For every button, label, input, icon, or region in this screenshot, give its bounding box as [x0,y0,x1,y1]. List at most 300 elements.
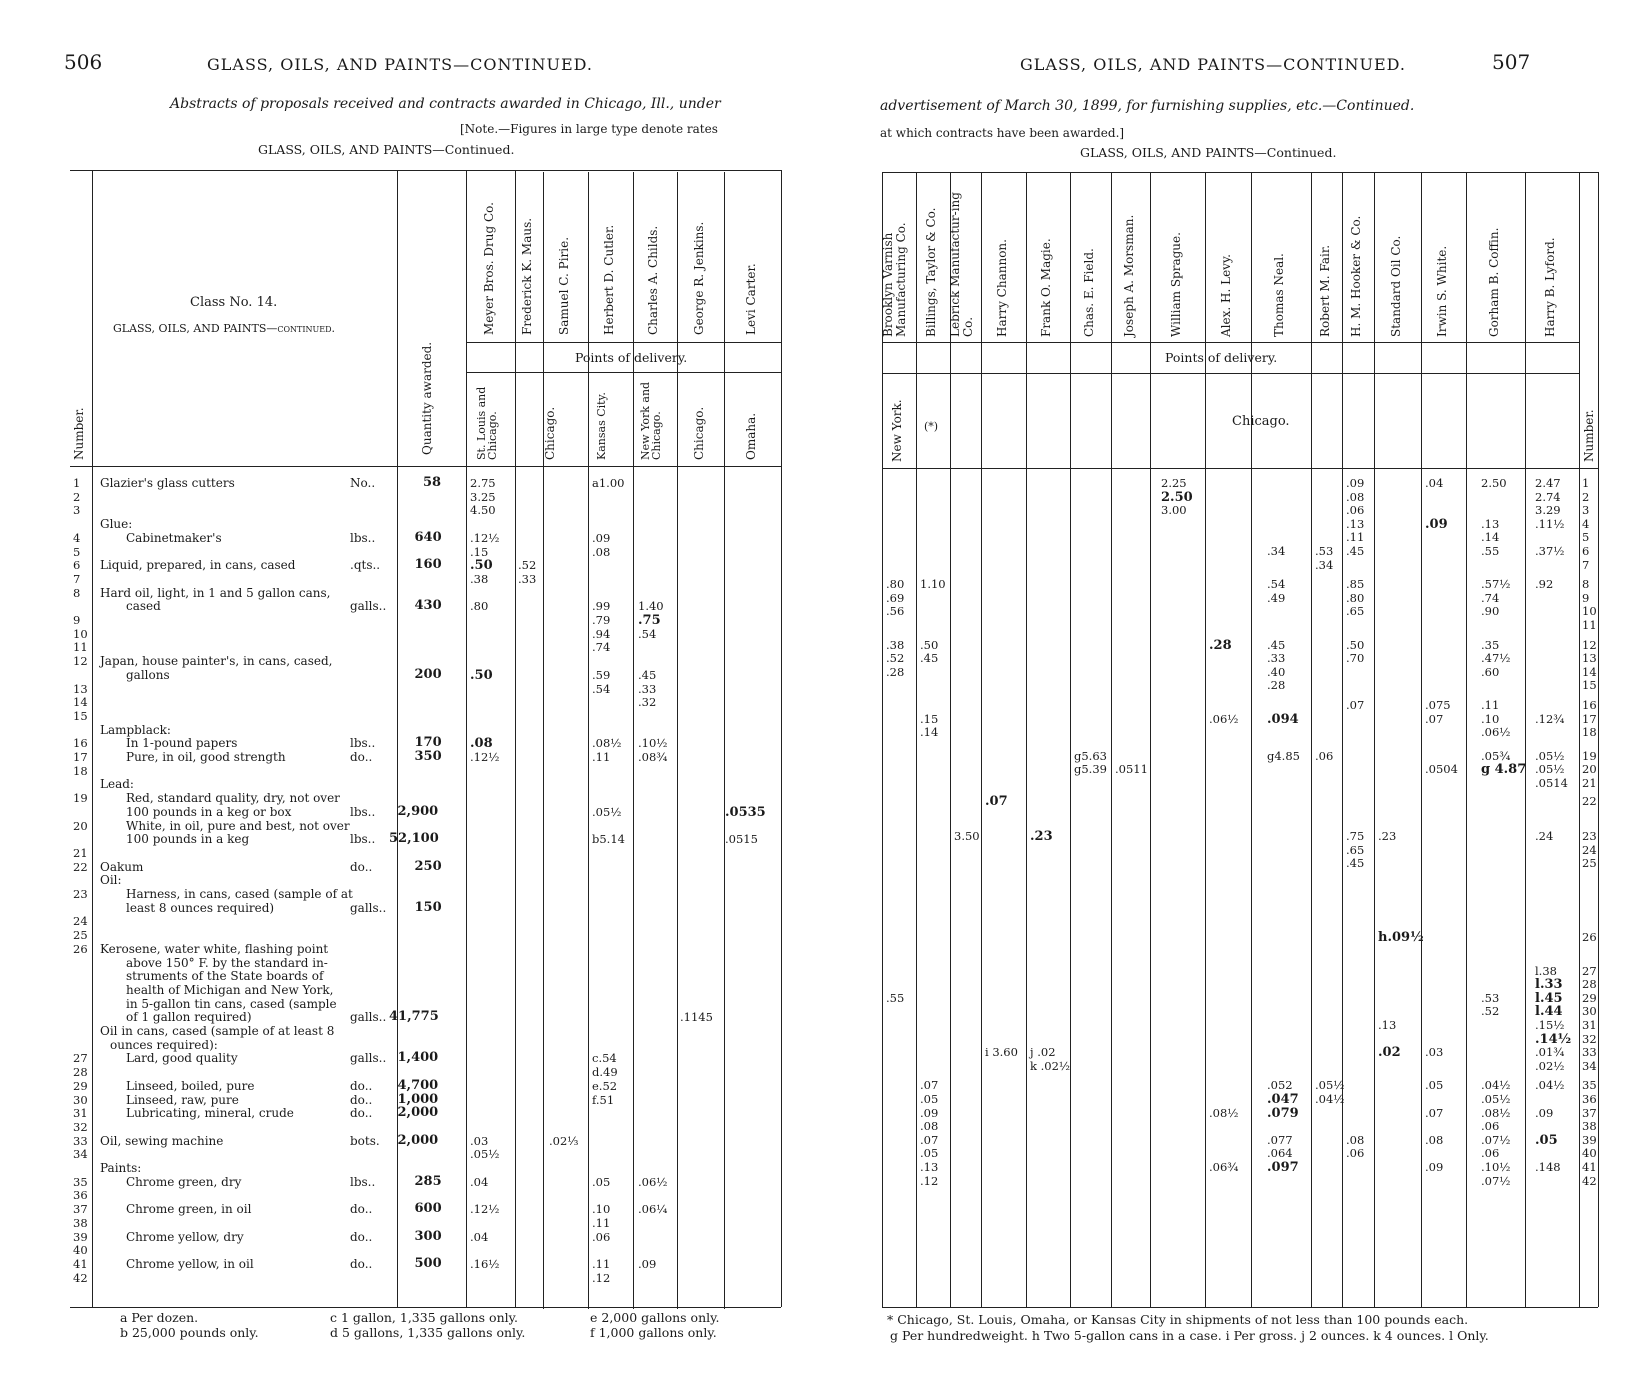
bid-value: .33 [638,681,657,696]
bid-value: .33 [518,571,537,586]
footnote-f: f 1,000 gallons only. [590,1325,717,1340]
item-description: Glazier's glass cutters [100,476,235,490]
row-number: 14 [1582,664,1597,679]
column-rule [92,170,93,1307]
bid-value: .04 [470,1174,489,1189]
row-number: 40 [73,1243,88,1258]
bid-value: 2.75 [470,476,496,490]
row-number: 3 [73,503,81,518]
bid-value: .0535 [725,804,766,820]
item-description: Paints: [100,1161,142,1175]
row-number: 6 [1582,544,1590,558]
bid-value: .80 [470,599,489,614]
footnote-c: c 1 gallon, 1,335 gallons only. [330,1310,518,1325]
bid-value: h.09½ [1378,930,1424,945]
item-description: Linseed, raw, pure [126,1092,239,1107]
item-description: Hard oil, light, in 1 and 5 gallon cans, [100,585,331,600]
item-description: Linseed, boiled, pure [126,1078,255,1093]
row-number: 35 [1582,1078,1597,1093]
bid-value: .40 [1267,664,1286,679]
bid-value: .55 [1481,544,1500,558]
bid-value: .08 [1425,1132,1444,1147]
bidder-name: Irwin S. White. [1434,245,1449,337]
bidder-name: Samuel C. Pirie. [556,236,571,335]
bid-value: .10½ [638,736,668,751]
column-rule [633,172,634,1309]
bid-value: .08 [1346,1132,1365,1147]
row-number: 32 [73,1119,88,1134]
row-number: 41 [73,1256,88,1271]
bid-value: .07½ [1481,1173,1511,1188]
row-number: 42 [73,1270,88,1285]
row-number: 1 [73,476,81,490]
header-bottom-rule [882,468,1598,469]
bid-value: .08½ [592,736,622,751]
row-number: 31 [73,1106,88,1121]
unit-label: do.. [350,1078,373,1093]
item-description: White, in oil, pure and best, not over [126,818,350,833]
row-number: 1 [1582,476,1590,490]
column-rule [1070,172,1071,1307]
bid-value: 2.50 [1481,476,1507,490]
quantity-awarded: 1,400 [397,1050,439,1066]
number-header: Number. [1582,409,1596,462]
row-number: 29 [73,1078,88,1093]
header-bottom-rule [70,466,781,467]
quantity-awarded: 200 [414,666,442,682]
table-top-rule [70,170,781,171]
bidder-name: Lebrick Manufactur-ing Co. [947,192,975,337]
bid-value: .05½ [592,804,622,819]
row-number: 15 [1582,678,1597,693]
unit-label: do.. [350,1229,373,1244]
footnote-ghijkl: g Per hundredweight. h Two 5-gallon cans in a case. i Per gross. j 2 ounces. k 4 ounces. l Only. [890,1328,1489,1343]
row-number: 5 [73,544,81,559]
bid-value: .54 [1267,577,1286,592]
bid-value: 4.50 [470,503,496,518]
bid-value: .13 [920,1160,939,1174]
bid-value: 2.25 [1161,476,1187,490]
bid-value: b5.14 [592,832,625,847]
column-rule [1311,172,1312,1307]
points-header: Points of delivery. [1165,350,1278,365]
item-description: above 150° F. by the standard in- [126,955,328,970]
bid-value: .12¾ [1535,711,1565,726]
quantity-awarded: 500 [414,1255,442,1271]
row-number: 7 [73,571,81,586]
bid-value: .0504 [1425,762,1458,777]
column-rule [981,172,982,1307]
row-number: 23 [73,887,88,901]
footnote-star: * Chicago, St. Louis, Omaha, or Kansas City in shipments of not less than 100 pounds each. [887,1312,1469,1327]
points-rule [466,372,781,373]
bid-value: .04½ [1315,1092,1345,1106]
row-number: 34 [73,1147,88,1162]
unit-label: do.. [350,1092,373,1107]
bidder-name: Standard Oil Co. [1388,235,1403,337]
bid-value: .09 [638,1256,657,1271]
bidder-name: Meyer Bros. Drug Co. [481,202,496,335]
bid-value: .15 [920,711,939,726]
row-number: 33 [1582,1045,1597,1060]
unit-label: do.. [350,750,373,764]
item-description: Lampblack: [100,722,171,737]
bid-value: .075 [1425,698,1451,712]
bid-value: .85 [1346,577,1365,592]
bid-value: .0514 [1535,776,1568,790]
bidder-name: Robert M. Fair. [1317,244,1332,337]
bid-value: 3.00 [1161,503,1187,518]
item-description: Lard, good quality [126,1051,238,1066]
row-number: 15 [73,708,88,723]
column-rule [950,172,951,1307]
bid-value: .09 [1425,1160,1444,1174]
bid-value: .05¾ [1481,748,1511,763]
points-rule [882,373,1579,374]
bid-value: 3.29 [1535,503,1561,518]
item-description: cased [126,599,161,614]
quantity-awarded: 250 [414,858,442,874]
bid-value: g 4.87 [1481,762,1527,778]
row-number: 7 [1582,557,1590,572]
bid-value: .12½ [470,750,500,764]
row-number: 17 [1582,711,1597,726]
bid-value: .45 [638,667,657,682]
row-number: 20 [73,818,88,833]
row-number: 33 [73,1133,88,1148]
bidder-name: Herbert D. Cutler. [601,224,616,335]
unit-label: lbs.. [350,1174,376,1189]
bidder-name: Alex. H. Levy. [1219,254,1233,337]
row-number: 30 [73,1092,88,1107]
page-number-right: 507 [1492,50,1531,74]
item-description: ounces required): [110,1037,218,1052]
qty-header: Quantity awarded. [420,341,434,455]
bid-value: .94 [592,626,611,641]
bid-value: e.52 [592,1078,618,1093]
column-rule [724,172,725,1309]
bid-value: .03 [470,1133,489,1148]
unit-label: lbs.. [350,530,376,545]
bid-value: .08 [920,1119,939,1134]
bid-value: .08 [1346,489,1365,504]
row-number: 22 [1582,793,1597,808]
bid-value: .50 [470,558,493,574]
item-description: Chrome green, in oil [126,1202,252,1217]
bid-value: .24 [1535,829,1554,844]
bid-value: .1145 [680,1010,713,1025]
bid-value: .07 [1425,711,1444,726]
bid-value: .07½ [1481,1132,1511,1147]
bid-value: .04 [470,1229,489,1244]
bid-value: .54 [592,681,611,696]
bid-value: .07 [1346,698,1365,712]
bid-value: .13 [1378,1018,1397,1032]
delivery-point: Chicago. [691,406,706,460]
bid-value: .04 [1425,476,1444,490]
column-rule [1466,172,1467,1307]
bid-value: .08 [470,736,493,752]
bid-value: 1.40 [638,599,664,614]
footnote-e: e 2,000 gallons only. [590,1310,720,1325]
unit-label: do.. [350,1256,373,1271]
column-rule [1205,172,1206,1307]
bid-value: .07 [920,1078,939,1093]
row-number: 18 [73,763,88,778]
bid-value: .077 [1267,1132,1293,1147]
bid-value: .06 [1481,1119,1500,1134]
bid-value: .45 [1346,856,1365,871]
running-head-left: GLASS, OILS, AND PAINTS—CONTINUED. [207,55,593,74]
bid-value: .05½ [1481,1092,1511,1106]
unit-label: do.. [350,859,373,874]
bid-value: .80 [1346,590,1365,605]
bid-value: .06 [1346,503,1365,518]
bid-value: .05 [592,1174,611,1189]
column-rule [466,170,467,1307]
bid-value: .02⅓ [549,1133,579,1148]
bid-value: .01¾ [1535,1045,1565,1060]
row-number: 24 [73,914,88,929]
delivery-point: New York. [890,399,904,462]
bidder-name: William Sprague. [1168,232,1183,337]
row-number: 28 [73,1065,88,1080]
bid-value: .28 [1209,637,1232,653]
unit-label: galls.. [350,599,387,614]
row-number: 10 [1582,604,1597,619]
bid-value: .02½ [1535,1058,1565,1073]
bidder-name: Frederick K. Maus. [520,217,534,335]
row-number: 36 [1582,1092,1597,1106]
row-number: 39 [1582,1132,1597,1147]
bid-value: .50 [1346,637,1365,652]
column-rule [882,172,883,1307]
bid-value: .094 [1267,711,1299,727]
unit-label: lbs.. [350,804,376,819]
bid-value: .16½ [470,1256,500,1271]
bid-value: c.54 [592,1051,617,1066]
row-number: 4 [73,530,81,545]
column-rule [1150,172,1151,1307]
bid-value: .09 [920,1105,939,1120]
column-rule [1111,172,1112,1307]
bid-value: .92 [1535,577,1554,592]
bidder-name: Harry Channon. [994,239,1009,337]
row-number: 11 [73,640,88,655]
quantity-awarded: 2,000 [397,1132,439,1148]
bid-value: .14 [1481,530,1500,545]
unit-label: galls.. [350,900,387,915]
bid-value: .65 [1346,842,1365,857]
bid-value: .06¾ [1209,1160,1239,1174]
bid-value: .02 [1378,1045,1401,1061]
bid-value: .05 [1535,1132,1558,1148]
item-description: In 1-pound papers [126,736,238,751]
row-number: 27 [73,1051,88,1066]
item-description: Chrome yellow, in oil [126,1256,254,1271]
row-number: 18 [1582,725,1597,740]
column-rule [1342,172,1343,1307]
bid-value: .50 [920,637,939,652]
column-rule [1525,172,1526,1307]
row-number: 31 [1582,1018,1597,1032]
bid-value: .45 [920,651,939,666]
bid-value: .52 [886,651,905,666]
bid-value: .06½ [638,1174,668,1189]
quantity-awarded: 41,775 [389,1009,439,1025]
bid-value: .11 [592,1256,611,1271]
bid-value: .57½ [1481,577,1511,592]
row-number: 16 [73,736,88,751]
bid-value: .56 [886,604,905,619]
unit-label: do.. [350,1106,373,1121]
bid-value: 3.50 [954,829,980,844]
bid-value: .12½ [470,1202,500,1217]
row-number: 8 [1582,577,1590,592]
item-description: Glue: [100,517,133,532]
bid-value: .60 [1481,664,1500,679]
bid-value: j .02 [1030,1045,1056,1060]
bid-value: .33 [1267,651,1286,666]
row-number: 19 [73,791,88,806]
row-number: 2 [1582,489,1590,504]
row-number: 2 [73,489,81,504]
bidder-name: Brooklyn Varnish Manufacturing Co. [881,222,908,337]
column-rule [1421,172,1422,1307]
bid-value: .59 [592,667,611,682]
delivery-point: Chicago. [1232,414,1290,429]
footnote-d: d 5 gallons, 1,335 gallons only. [330,1325,526,1340]
bid-value: .54 [638,626,657,641]
bid-value: .13 [1481,516,1500,531]
column-rule [781,170,782,1307]
bid-value: .06½ [1209,711,1239,726]
bid-value: .10½ [1481,1160,1511,1174]
row-number: 14 [73,695,88,710]
bid-value: .79 [592,613,611,627]
unit-label: .qts.. [350,558,381,573]
unit-label: galls.. [350,1010,387,1025]
bid-value: .53 [1481,990,1500,1005]
bid-value: l.44 [1535,1004,1563,1020]
bidder-name: Harry B. Lyford. [1543,237,1557,337]
bid-value: .06 [1315,748,1334,763]
column-rule [543,172,544,1309]
bid-value: .09 [1425,516,1448,532]
quantity-awarded: 300 [414,1228,442,1244]
row-number: 37 [73,1202,88,1217]
bid-value: .0511 [1115,762,1148,777]
bid-value: .13 [1346,516,1365,531]
row-number: 4 [1582,516,1590,531]
quantity-awarded: 150 [414,899,442,915]
row-number: 21 [73,845,88,860]
bid-value: 2.47 [1535,476,1561,490]
quantity-awarded: 600 [414,1201,442,1217]
bid-value: .90 [1481,604,1500,619]
bid-value: .80 [886,577,905,592]
row-number: 9 [73,613,81,627]
row-number: 22 [73,859,88,874]
bid-value: .07 [1425,1105,1444,1120]
bid-value: i 3.60 [985,1045,1018,1060]
bid-value: .06¼ [638,1202,668,1217]
note-line-right: at which contracts have been awarded.] [880,126,1125,140]
row-number: 11 [1582,618,1597,632]
bid-value: 3.25 [470,489,496,504]
bid-value: .35 [1481,637,1500,652]
bid-value: .05 [1425,1078,1444,1093]
row-number: 26 [73,941,88,956]
bid-value: d.49 [592,1065,618,1080]
bid-value: g4.85 [1267,748,1300,763]
delivery-point: (*) [924,420,939,433]
unit-label: lbs.. [350,736,376,751]
item-description: 100 pounds in a keg or box [126,804,292,819]
quantity-awarded: 640 [414,529,442,545]
bid-value: .07 [985,793,1008,809]
column-rule [1374,172,1375,1307]
item-description: Harness, in cans, cased (sample of at [126,887,353,901]
item-description: Chrome green, dry [126,1174,242,1189]
unit-label: do.. [350,1202,373,1217]
quantity-awarded: 52,100 [389,831,439,847]
bid-value: .38 [886,637,905,652]
bidder-name: Billings, Taylor & Co. [924,207,938,337]
bid-value: .14½ [1535,1031,1572,1047]
unit-label: No.. [350,476,376,490]
quantity-awarded: 170 [414,735,442,751]
bid-value: .52 [518,558,537,573]
bidder-name: Charles A. Childs. [646,225,660,335]
bid-value: .09 [592,530,611,545]
bid-value: .08½ [1481,1105,1511,1120]
bid-value: .05½ [1535,748,1565,763]
item-description: Oil in cans, cased (sample of at least 8 [100,1024,335,1038]
bid-value: .15½ [1535,1018,1565,1032]
row-number: 12 [1582,637,1597,652]
bid-value: .052 [1267,1078,1293,1093]
row-number: 23 [1582,829,1597,844]
bid-value: l.33 [1535,977,1563,993]
bid-value: .65 [1346,604,1365,619]
section-head-right: GLASS, OILS, AND PAINTS—Continued. [1080,145,1337,160]
class-sub: GLASS, OILS, AND PAINTS—continued. [113,322,336,335]
bid-value: .99 [592,599,611,614]
footnote-b: b 25,000 pounds only. [120,1325,259,1340]
bid-value: .08 [592,544,611,559]
item-description: Cabinetmaker's [126,530,222,545]
row-number: 5 [1582,530,1590,545]
table-top-rule [882,172,1598,173]
title-line-left: Abstracts of proposals received and contracts awarded in Chicago, Ill., under [170,96,721,112]
bidder-name: Frank O. Magie. [1039,238,1053,337]
bid-value: .079 [1267,1105,1299,1121]
quantity-awarded: 160 [414,557,442,573]
column-rule [1251,172,1252,1307]
note-line: [Note.—Figures in large type denote rates [460,122,718,136]
bid-value: .45 [1267,637,1286,652]
column-rule [916,172,917,1307]
row-number: 12 [73,654,88,669]
bid-value: .11 [1481,698,1500,712]
bid-value: .47½ [1481,651,1511,666]
quantity-awarded: 1,000 [397,1091,439,1107]
bidder-name: Chas. E. Field. [1081,248,1096,337]
item-description: Red, standard quality, dry, not over [126,791,340,806]
bid-value: .70 [1346,651,1365,666]
delivery-point: Kansas City. [594,392,608,460]
